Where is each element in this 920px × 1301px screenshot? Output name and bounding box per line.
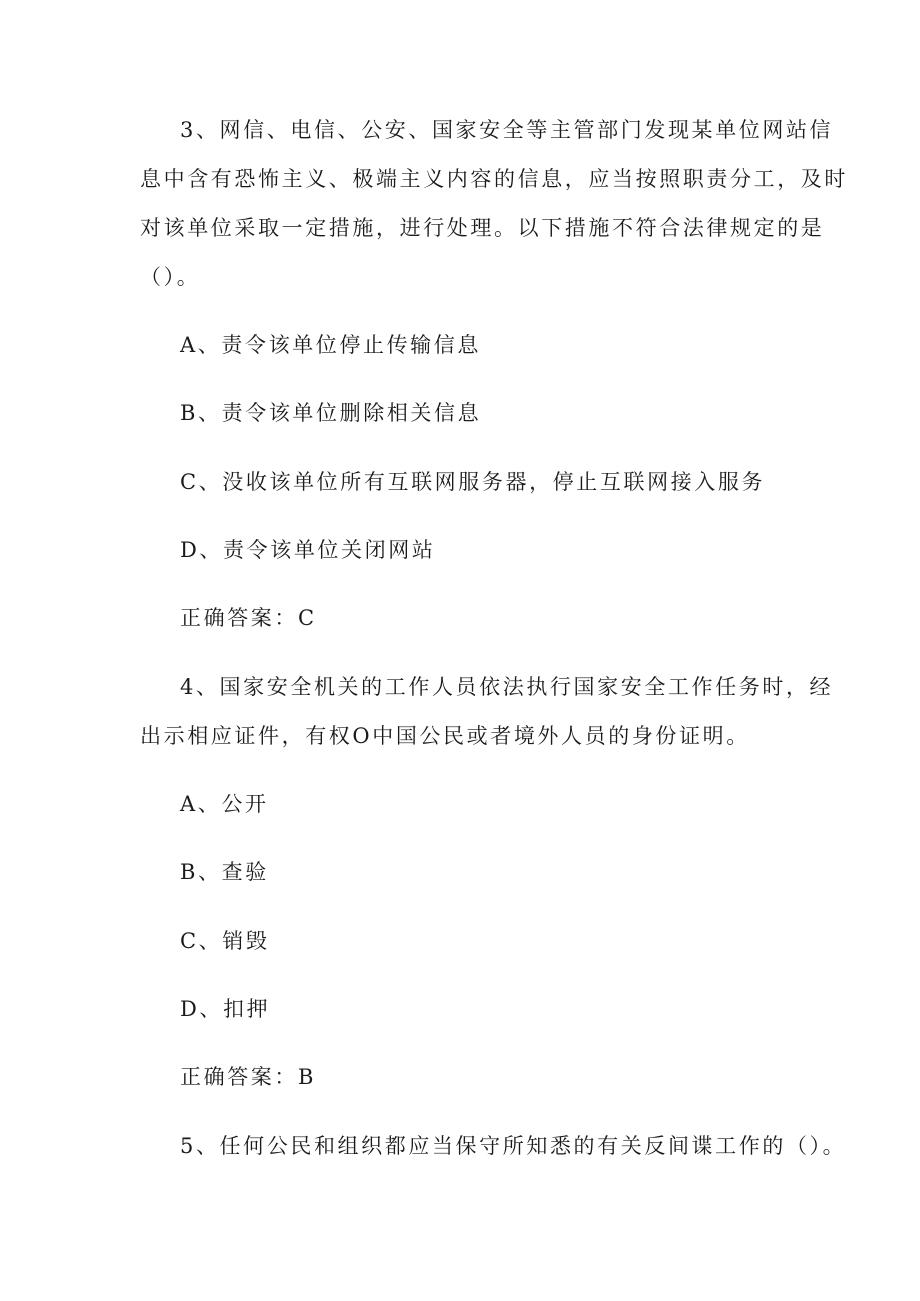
question-3-stem-line-3: 对该单位采取一定措施，进行处理。以下措施不符合法律规定的是 — [140, 216, 825, 240]
question-4-stem-line-2: 出示相应证件，有权O中国公民或者境外人员的身份证明。 — [140, 724, 750, 748]
question-3-stem-line-1: 3、网信、电信、公安、国家安全等主管部门发现某单位网站信 — [180, 118, 834, 142]
question-3-option-a: A、责令该单位停止传输信息 — [180, 333, 481, 357]
question-3-stem-line-2: 息中含有恐怖主义、极端主义内容的信息，应当按照职责分工，及时 — [140, 167, 848, 191]
question-3-option-d: D、责令该单位关闭网站 — [180, 538, 436, 562]
question-4-answer: 正确答案：B — [180, 1065, 317, 1089]
question-3-stem-line-4: （）。 — [140, 265, 201, 289]
question-4-option-b: B、查验 — [180, 860, 269, 884]
question-4-option-a: A、公开 — [180, 792, 269, 816]
question-3-option-b: B、责令该单位删除相关信息 — [180, 401, 482, 425]
question-3-answer: 正确答案：C — [180, 606, 317, 630]
question-4-option-d: D、扣押 — [180, 997, 271, 1021]
question-3-option-c: C、没收该单位所有互联网服务器，停止互联网接入服务 — [180, 470, 766, 494]
question-5-stem-line-1: 5、任何公民和组织都应当保守所知悉的有关反间谍工作的（）。 — [180, 1134, 847, 1158]
question-4-option-c: C、销毁 — [180, 929, 270, 953]
question-4-stem-line-1: 4、国家安全机关的工作人员依法执行国家安全工作任务时，经 — [180, 675, 834, 699]
